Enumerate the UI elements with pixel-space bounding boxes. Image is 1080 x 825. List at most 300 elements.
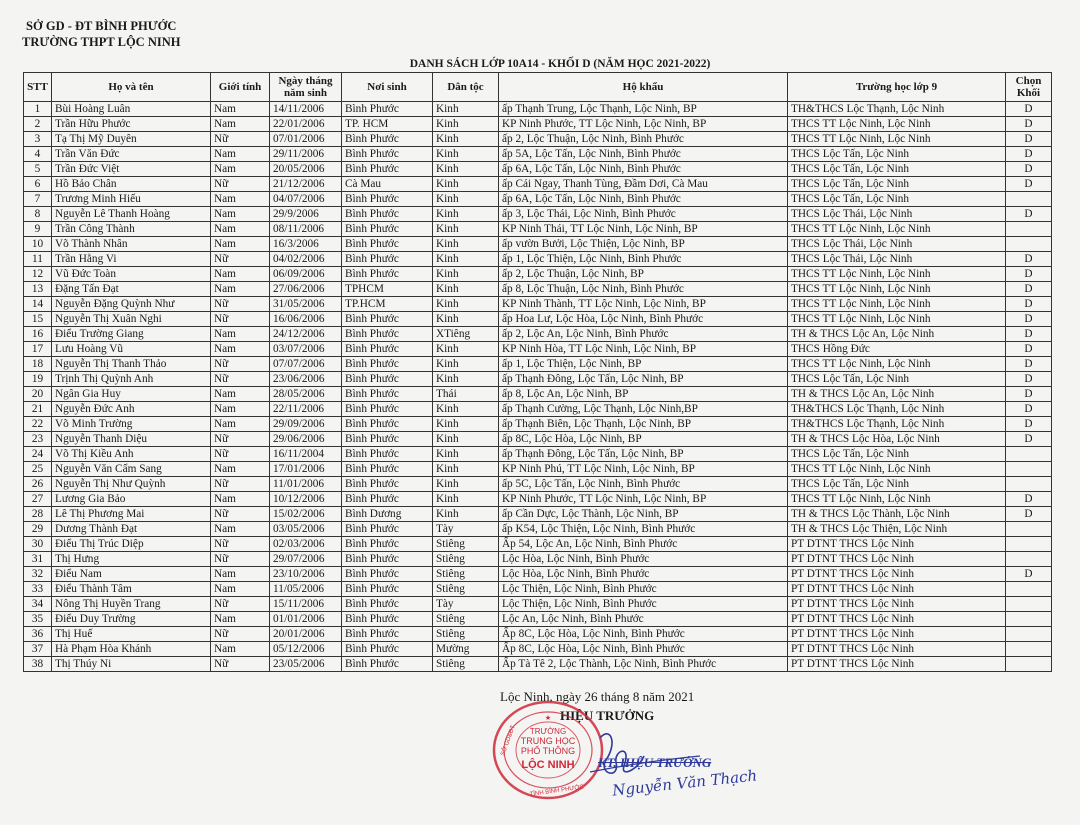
cell-track: D: [1006, 177, 1052, 192]
cell-birthplace: Bình Phước: [342, 327, 433, 342]
cell-gender: Nam: [211, 522, 270, 537]
cell-track: D: [1006, 342, 1052, 357]
cell-stt: 27: [24, 492, 52, 507]
cell-birth-date: 04/02/2006: [270, 252, 342, 267]
cell-gender: Nam: [211, 342, 270, 357]
cell-birth-date: 15/11/2006: [270, 597, 342, 612]
cell-ethnicity: Kinh: [433, 417, 499, 432]
cell-gender: Nam: [211, 282, 270, 297]
cell-stt: 21: [24, 402, 52, 417]
cell-stt: 22: [24, 417, 52, 432]
cell-ethnicity: Kinh: [433, 147, 499, 162]
cell-gender: Nam: [211, 582, 270, 597]
cell-ethnicity: Kinh: [433, 192, 499, 207]
cell-gender: Nam: [211, 387, 270, 402]
cell-grade9-school: THCS Lộc Thái, Lộc Ninh: [788, 252, 1006, 267]
signer-name: Nguyễn Văn Thạch: [611, 766, 758, 800]
cell-stt: 6: [24, 177, 52, 192]
cell-gender: Nữ: [211, 297, 270, 312]
cell-full-name: Nguyễn Đặng Quỳnh Như: [52, 297, 211, 312]
cell-gender: Nam: [211, 612, 270, 627]
header-col-grade9-school: Trường học lớp 9: [788, 73, 1006, 102]
cell-ethnicity: Kinh: [433, 432, 499, 447]
cell-birthplace: Bình Phước: [342, 552, 433, 567]
cell-ethnicity: Stiêng: [433, 582, 499, 597]
cell-track: [1006, 642, 1052, 657]
cell-stt: 32: [24, 567, 52, 582]
cell-grade9-school: TH & THCS Lộc Hòa, Lộc Ninh: [788, 432, 1006, 447]
cell-stt: 12: [24, 267, 52, 282]
cell-gender: Nữ: [211, 627, 270, 642]
cell-residence: ấp 2, Lộc Thuận, Lộc Ninh, Bình Phước: [499, 132, 788, 147]
cell-grade9-school: TH & THCS Lộc An, Lộc Ninh: [788, 387, 1006, 402]
document-title: DANH SÁCH LỚP 10A14 - KHỐI D (NĂM HỌC 2021-2022): [409, 58, 711, 70]
table-row: [24, 147, 1052, 162]
cell-birth-date: 29/07/2006: [270, 552, 342, 567]
signing-date: Lộc Ninh, ngày 26 tháng 8 năm 2021: [500, 689, 695, 704]
cell-full-name: Nguyễn Thanh Diệu: [52, 432, 211, 447]
table-row: [24, 402, 1052, 417]
table-row: [24, 387, 1052, 402]
cell-full-name: Thị Hưng: [52, 552, 211, 567]
cell-grade9-school: THCS TT Lộc Ninh, Lộc Ninh: [788, 282, 1006, 297]
cell-full-name: Tạ Thị Mỹ Duyên: [52, 132, 211, 147]
cell-birth-date: 11/05/2006: [270, 582, 342, 597]
cell-grade9-school: TH & THCS Lộc An, Lộc Ninh: [788, 327, 1006, 342]
cell-full-name: Điểu Thị Trúc Diệp: [52, 537, 211, 552]
cell-birth-date: 28/05/2006: [270, 387, 342, 402]
cell-track: D: [1006, 117, 1052, 132]
cell-track: D: [1006, 207, 1052, 222]
cell-birth-date: 23/10/2006: [270, 567, 342, 582]
class-roster-table: [23, 72, 1052, 672]
cell-birthplace: Bình Phước: [342, 372, 433, 387]
cell-full-name: Nguyễn Văn Cẩm Sang: [52, 462, 211, 477]
cell-grade9-school: THCS Lộc Thái, Lộc Ninh: [788, 207, 1006, 222]
cell-ethnicity: Kinh: [433, 357, 499, 372]
cell-track: D: [1006, 387, 1052, 402]
cell-track: D: [1006, 147, 1052, 162]
cell-birthplace: Bình Phước: [342, 627, 433, 642]
document-header: [22, 18, 180, 50]
cell-ethnicity: Kinh: [433, 282, 499, 297]
cell-gender: Nữ: [211, 477, 270, 492]
header-col-full-name: Họ và tên: [52, 73, 211, 102]
cell-birthplace: Bình Phước: [342, 357, 433, 372]
cell-birth-date: 05/12/2006: [270, 642, 342, 657]
cell-residence: ấp 8C, Lộc Hòa, Lộc Ninh, BP: [499, 432, 788, 447]
cell-gender: Nam: [211, 402, 270, 417]
cell-birthplace: Bình Dương: [342, 507, 433, 522]
table-row: [24, 192, 1052, 207]
svg-text:TRUNG HỌC: TRUNG HỌC: [520, 736, 576, 746]
cell-full-name: Hà Phạm Hòa Khánh: [52, 642, 211, 657]
cell-track: [1006, 537, 1052, 552]
cell-birthplace: Bình Phước: [342, 192, 433, 207]
cell-full-name: Trương Minh Hiếu: [52, 192, 211, 207]
cell-track: D: [1006, 102, 1052, 117]
cell-birth-date: 08/11/2006: [270, 222, 342, 237]
cell-gender: Nam: [211, 267, 270, 282]
cell-stt: 4: [24, 147, 52, 162]
cell-residence: ấp 5C, Lộc Tấn, Lộc Ninh, Bình Phước: [499, 477, 788, 492]
cell-birth-date: 07/01/2006: [270, 132, 342, 147]
cell-ethnicity: Kinh: [433, 462, 499, 477]
cell-gender: Nữ: [211, 177, 270, 192]
cell-birth-date: 16/11/2004: [270, 447, 342, 462]
table-row: [24, 162, 1052, 177]
cell-residence: ấp 2, Lộc An, Lộc Ninh, Bình Phước: [499, 327, 788, 342]
cell-stt: 33: [24, 582, 52, 597]
table-header-row: [24, 73, 1052, 102]
cell-stt: 13: [24, 282, 52, 297]
cell-birth-date: 03/05/2006: [270, 522, 342, 537]
cell-gender: Nam: [211, 462, 270, 477]
table-row: [24, 222, 1052, 237]
cell-gender: Nữ: [211, 252, 270, 267]
table-row: [24, 342, 1052, 357]
cell-track: [1006, 462, 1052, 477]
table-row: [24, 612, 1052, 627]
table-row: [24, 537, 1052, 552]
cell-birthplace: Bình Phước: [342, 612, 433, 627]
cell-grade9-school: TH&THCS Lộc Thạnh, Lộc Ninh: [788, 417, 1006, 432]
cell-gender: Nam: [211, 117, 270, 132]
cell-gender: Nam: [211, 327, 270, 342]
header-col-gender: Giới tính: [211, 73, 270, 102]
cell-full-name: Thị Thúy Ni: [52, 657, 211, 672]
cell-birth-date: 20/01/2006: [270, 627, 342, 642]
cell-birthplace: Bình Phước: [342, 402, 433, 417]
cell-residence: Lộc Thiện, Lộc Ninh, Bình Phước: [499, 582, 788, 597]
cell-grade9-school: PT DTNT THCS Lộc Ninh: [788, 597, 1006, 612]
cell-grade9-school: THCS Lộc Tấn, Lộc Ninh: [788, 447, 1006, 462]
cell-grade9-school: PT DTNT THCS Lộc Ninh: [788, 627, 1006, 642]
cell-gender: Nữ: [211, 552, 270, 567]
cell-track: D: [1006, 132, 1052, 147]
cell-ethnicity: Kinh: [433, 477, 499, 492]
school-name: TRƯỜNG THPT LỘC NINH: [22, 35, 181, 49]
cell-birth-date: 29/09/2006: [270, 417, 342, 432]
cell-grade9-school: TH&THCS Lộc Thạnh, Lộc Ninh: [788, 402, 1006, 417]
cell-track: D: [1006, 402, 1052, 417]
cell-birthplace: Bình Phước: [342, 642, 433, 657]
header-col-stt: STT: [24, 73, 52, 102]
header-col-residence: Hộ khẩu: [499, 73, 788, 102]
table-row: [24, 507, 1052, 522]
svg-text:TRƯỜNG: TRƯỜNG: [529, 727, 567, 736]
cell-full-name: Nông Thị Huyền Trang: [52, 597, 211, 612]
cell-birthplace: Bình Phước: [342, 342, 433, 357]
cell-grade9-school: THCS Lộc Tấn, Lộc Ninh: [788, 192, 1006, 207]
cell-birthplace: TP. HCM: [342, 117, 433, 132]
cell-stt: 5: [24, 162, 52, 177]
cell-full-name: Bùi Hoàng Luân: [52, 102, 211, 117]
cell-residence: Ấp 54, Lộc An, Lộc Ninh, Bình Phước: [499, 537, 788, 552]
cell-grade9-school: THCS TT Lộc Ninh, Lộc Ninh: [788, 312, 1006, 327]
cell-stt: 36: [24, 627, 52, 642]
cell-residence: ấp 2, Lộc Thuận, Lộc Ninh, BP: [499, 267, 788, 282]
cell-gender: Nữ: [211, 357, 270, 372]
cell-stt: 23: [24, 432, 52, 447]
cell-birth-date: 24/12/2006: [270, 327, 342, 342]
cell-ethnicity: Mường: [433, 642, 499, 657]
cell-residence: ấp Thạnh Trung, Lộc Thạnh, Lộc Ninh, BP: [499, 102, 788, 117]
cell-track: D: [1006, 567, 1052, 582]
cell-gender: Nam: [211, 237, 270, 252]
cell-ethnicity: Kinh: [433, 132, 499, 147]
cell-track: D: [1006, 357, 1052, 372]
table-row: [24, 327, 1052, 342]
cell-grade9-school: THCS TT Lộc Ninh, Lộc Ninh: [788, 462, 1006, 477]
cell-stt: 29: [24, 522, 52, 537]
cell-birth-date: 29/11/2006: [270, 147, 342, 162]
cell-birth-date: 21/12/2006: [270, 177, 342, 192]
cell-ethnicity: Kinh: [433, 447, 499, 462]
header-col-ethnicity: Dân tộc: [433, 73, 499, 102]
cell-birth-date: 01/01/2006: [270, 612, 342, 627]
cell-gender: Nam: [211, 102, 270, 117]
cell-track: D: [1006, 417, 1052, 432]
table-row: [24, 447, 1052, 462]
cell-gender: Nữ: [211, 597, 270, 612]
cell-gender: Nam: [211, 147, 270, 162]
cell-birthplace: Bình Phước: [342, 447, 433, 462]
cell-birth-date: 16/3/2006: [270, 237, 342, 252]
cell-stt: 28: [24, 507, 52, 522]
cell-full-name: Đặng Tấn Đạt: [52, 282, 211, 297]
table-row: [24, 492, 1052, 507]
cell-stt: 16: [24, 327, 52, 342]
cell-full-name: Trần Hằng Vi: [52, 252, 211, 267]
cell-residence: KP Ninh Phước, TT Lộc Ninh, Lộc Ninh, BP: [499, 492, 788, 507]
cell-ethnicity: Kinh: [433, 312, 499, 327]
cell-gender: Nam: [211, 192, 270, 207]
table-row: [24, 642, 1052, 657]
cell-grade9-school: THCS Lộc Tấn, Lộc Ninh: [788, 477, 1006, 492]
cell-stt: 7: [24, 192, 52, 207]
cell-track: [1006, 222, 1052, 237]
cell-grade9-school: THCS TT Lộc Ninh, Lộc Ninh: [788, 297, 1006, 312]
cell-full-name: Nguyễn Thị Thanh Thảo: [52, 357, 211, 372]
svg-text:LỘC NINH: LỘC NINH: [521, 759, 575, 771]
cell-track: D: [1006, 252, 1052, 267]
cell-birthplace: Bình Phước: [342, 477, 433, 492]
cell-stt: 18: [24, 357, 52, 372]
cell-gender: Nữ: [211, 537, 270, 552]
cell-gender: Nữ: [211, 372, 270, 387]
cell-gender: Nữ: [211, 432, 270, 447]
cell-residence: Ấp 8C, Lộc Hòa, Lộc Ninh, Bình Phước: [499, 642, 788, 657]
cell-ethnicity: Stiêng: [433, 627, 499, 642]
cell-ethnicity: Kinh: [433, 102, 499, 117]
table-row: [24, 627, 1052, 642]
cell-stt: 9: [24, 222, 52, 237]
table-row: [24, 252, 1052, 267]
cell-birthplace: Bình Phước: [342, 237, 433, 252]
cell-residence: ấp Thạnh Đông, Lộc Tấn, Lộc Ninh, BP: [499, 447, 788, 462]
cell-stt: 3: [24, 132, 52, 147]
table-row: [24, 282, 1052, 297]
cell-gender: Nam: [211, 492, 270, 507]
cell-residence: ấp vườn Bưởi, Lộc Thiện, Lộc Ninh, BP: [499, 237, 788, 252]
cell-track: [1006, 522, 1052, 537]
cell-ethnicity: Kinh: [433, 252, 499, 267]
cell-grade9-school: PT DTNT THCS Lộc Ninh: [788, 612, 1006, 627]
header-col-track: Chọn Khối: [1006, 73, 1052, 102]
cell-full-name: Nguyễn Lê Thanh Hoàng: [52, 207, 211, 222]
cell-track: [1006, 582, 1052, 597]
cell-ethnicity: Stiêng: [433, 537, 499, 552]
cell-birth-date: 03/07/2006: [270, 342, 342, 357]
cell-birth-date: 29/06/2006: [270, 432, 342, 447]
cell-residence: Ấp 8C, Lộc Hòa, Lộc Ninh, Bình Phước: [499, 627, 788, 642]
cell-residence: KP Ninh Thành, TT Lộc Ninh, Lộc Ninh, BP: [499, 297, 788, 312]
cell-full-name: Trần Đức Việt: [52, 162, 211, 177]
cell-residence: Lộc Hòa, Lộc Ninh, Bình Phước: [499, 552, 788, 567]
table-body: [24, 102, 1052, 672]
cell-stt: 2: [24, 117, 52, 132]
table-row: [24, 312, 1052, 327]
cell-grade9-school: THCS Lộc Tấn, Lộc Ninh: [788, 177, 1006, 192]
cell-full-name: Dương Thành Đạt: [52, 522, 211, 537]
cell-track: D: [1006, 492, 1052, 507]
cell-grade9-school: TH & THCS Lộc Thiện, Lộc Ninh: [788, 522, 1006, 537]
cell-full-name: Nguyễn Đức Anh: [52, 402, 211, 417]
cell-birth-date: 16/06/2006: [270, 312, 342, 327]
cell-birth-date: 29/9/2006: [270, 207, 342, 222]
cell-residence: ấp Thạnh Đông, Lộc Tấn, Lộc Ninh, BP: [499, 372, 788, 387]
cell-residence: ấp Cần Dực, Lộc Thành, Lộc Ninh, BP: [499, 507, 788, 522]
cell-residence: ấp 8, Lộc Thuận, Lộc Ninh, Bình Phước: [499, 282, 788, 297]
cell-ethnicity: Kinh: [433, 507, 499, 522]
cell-full-name: Điểu Trường Giang: [52, 327, 211, 342]
table-row: [24, 417, 1052, 432]
cell-ethnicity: Tày: [433, 522, 499, 537]
cell-track: [1006, 552, 1052, 567]
table-row: [24, 462, 1052, 477]
cell-track: D: [1006, 432, 1052, 447]
cell-stt: 11: [24, 252, 52, 267]
cell-stt: 17: [24, 342, 52, 357]
cell-birthplace: TP.HCM: [342, 297, 433, 312]
cell-birthplace: Bình Phước: [342, 132, 433, 147]
cell-residence: Lộc Hòa, Lộc Ninh, Bình Phước: [499, 567, 788, 582]
cell-track: [1006, 657, 1052, 672]
cell-birth-date: 15/02/2006: [270, 507, 342, 522]
cell-stt: 24: [24, 447, 52, 462]
cell-grade9-school: THCS Hồng Đức: [788, 342, 1006, 357]
cell-birth-date: 11/01/2006: [270, 477, 342, 492]
cell-birthplace: Bình Phước: [342, 387, 433, 402]
cell-ethnicity: Tày: [433, 597, 499, 612]
cell-track: [1006, 237, 1052, 252]
table-row: [24, 597, 1052, 612]
table-row: [24, 297, 1052, 312]
cell-grade9-school: TH & THCS Lộc Thành, Lộc Ninh: [788, 507, 1006, 522]
cell-birthplace: Bình Phước: [342, 252, 433, 267]
cell-track: [1006, 627, 1052, 642]
cell-residence: KP Ninh Thái, TT Lộc Ninh, Lộc Ninh, BP: [499, 222, 788, 237]
cell-track: D: [1006, 282, 1052, 297]
cell-residence: KP Ninh Phú, TT Lộc Ninh, Lộc Ninh, BP: [499, 462, 788, 477]
table-row: [24, 522, 1052, 537]
cell-birth-date: 23/05/2006: [270, 657, 342, 672]
cell-residence: ấp 8, Lộc An, Lộc Ninh, BP: [499, 387, 788, 402]
cell-grade9-school: THCS TT Lộc Ninh, Lộc Ninh: [788, 492, 1006, 507]
table-row: [24, 207, 1052, 222]
cell-residence: ấp Hoa Lư, Lộc Hòa, Lộc Ninh, Bình Phước: [499, 312, 788, 327]
cell-full-name: Nguyễn Thị Xuân Nghi: [52, 312, 211, 327]
cell-ethnicity: Stiêng: [433, 657, 499, 672]
cell-full-name: Võ Thành Nhân: [52, 237, 211, 252]
cell-gender: Nam: [211, 222, 270, 237]
cell-track: [1006, 597, 1052, 612]
cell-stt: 25: [24, 462, 52, 477]
cell-grade9-school: PT DTNT THCS Lộc Ninh: [788, 657, 1006, 672]
cell-birth-date: 22/11/2006: [270, 402, 342, 417]
cell-residence: KP Ninh Hòa, TT Lộc Ninh, Lộc Ninh, BP: [499, 342, 788, 357]
cell-full-name: Trần Công Thành: [52, 222, 211, 237]
cell-stt: 37: [24, 642, 52, 657]
cell-track: [1006, 612, 1052, 627]
cell-track: [1006, 477, 1052, 492]
cell-full-name: Trịnh Thị Quỳnh Anh: [52, 372, 211, 387]
cell-residence: ấp 6A, Lộc Tấn, Lộc Ninh, Bình Phước: [499, 192, 788, 207]
cell-birthplace: Bình Phước: [342, 222, 433, 237]
table-row: [24, 657, 1052, 672]
cell-gender: Nam: [211, 642, 270, 657]
cell-track: D: [1006, 297, 1052, 312]
cell-stt: 10: [24, 237, 52, 252]
cell-full-name: Lương Gia Bảo: [52, 492, 211, 507]
cell-residence: Ấp Tà Tê 2, Lộc Thành, Lộc Ninh, Bình Phước: [499, 657, 788, 672]
cell-birth-date: 22/01/2006: [270, 117, 342, 132]
table-row: [24, 117, 1052, 132]
cell-stt: 1: [24, 102, 52, 117]
cell-birthplace: Bình Phước: [342, 492, 433, 507]
cell-birth-date: 23/06/2006: [270, 372, 342, 387]
cell-birthplace: Bình Phước: [342, 102, 433, 117]
cell-full-name: Điểu Duy Trường: [52, 612, 211, 627]
cell-residence: ấp 6A, Lộc Tấn, Lộc Ninh, Bình Phước: [499, 162, 788, 177]
cell-gender: Nữ: [211, 312, 270, 327]
cell-residence: ấp Thạnh Cường, Lộc Thạnh, Lộc Ninh,BP: [499, 402, 788, 417]
cell-ethnicity: Kinh: [433, 267, 499, 282]
cell-full-name: Điểu Nam: [52, 567, 211, 582]
cell-grade9-school: THCS Lộc Thái, Lộc Ninh: [788, 237, 1006, 252]
cell-gender: Nam: [211, 162, 270, 177]
cell-residence: Lộc An, Lộc Ninh, Bình Phước: [499, 612, 788, 627]
cell-grade9-school: THCS Lộc Tấn, Lộc Ninh: [788, 372, 1006, 387]
cell-birthplace: Bình Phước: [342, 657, 433, 672]
header-col-birth-date: Ngày tháng năm sinh: [270, 73, 342, 102]
table-row: [24, 477, 1052, 492]
cell-ethnicity: Kinh: [433, 162, 499, 177]
cell-track: D: [1006, 162, 1052, 177]
cell-ethnicity: Kinh: [433, 177, 499, 192]
cell-ethnicity: Kinh: [433, 237, 499, 252]
cell-birthplace: Bình Phước: [342, 567, 433, 582]
cell-ethnicity: Kinh: [433, 117, 499, 132]
cell-full-name: Thị Huế: [52, 627, 211, 642]
cell-birthplace: Bình Phước: [342, 147, 433, 162]
cell-gender: Nữ: [211, 447, 270, 462]
svg-text:★: ★: [544, 714, 552, 722]
cell-ethnicity: Kinh: [433, 207, 499, 222]
cell-ethnicity: Stiêng: [433, 552, 499, 567]
cell-stt: 20: [24, 387, 52, 402]
